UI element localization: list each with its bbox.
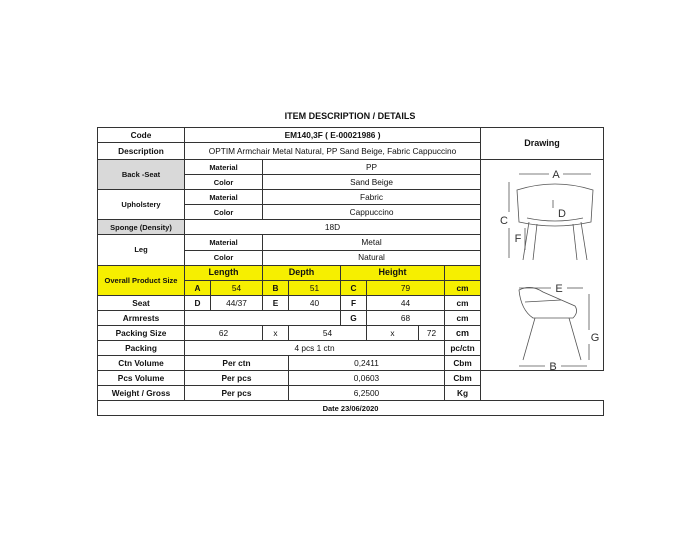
backseat-label: Back -Seat: [98, 160, 185, 190]
drawing-area: [481, 160, 604, 371]
upholstery-color-value: Cappuccino: [263, 205, 481, 220]
armrests-unit: cm: [445, 311, 481, 326]
chair-front-leg-2: [533, 224, 537, 260]
chair-front-leg-1: [523, 222, 529, 260]
length-header: Length: [185, 265, 263, 280]
leg-material-label: Material: [185, 235, 263, 250]
backseat-color-value: Sand Beige: [263, 175, 481, 190]
seat-e-value: 40: [289, 296, 341, 311]
sponge-value: 18D: [185, 220, 481, 235]
drawing-letter-g: G: [590, 332, 600, 344]
ctn-volume-sub: Per ctn: [185, 356, 289, 371]
height-header: Height: [341, 265, 445, 280]
packing-size-x1: x: [263, 326, 289, 341]
sponge-label: Sponge (Density): [98, 220, 185, 235]
pcs-volume-sub: Per pcs: [185, 371, 289, 386]
upholstery-material-label: Material: [185, 190, 263, 205]
drawing-letter-e: E: [555, 283, 563, 295]
depth-header: Depth: [263, 265, 341, 280]
seat-d-letter: D: [185, 296, 211, 311]
backseat-material-value: PP: [263, 160, 481, 175]
overall-unit: cm: [445, 281, 481, 296]
description-label: Description: [98, 143, 185, 160]
overall-a-value: 54: [211, 281, 263, 296]
chair-side-leg-front: [569, 318, 581, 360]
packing-size-unit: cm: [445, 326, 481, 341]
drawing-letter-c: C: [500, 215, 509, 227]
packing-size-x2: x: [367, 326, 419, 341]
drawing-letter-a: A: [552, 169, 560, 181]
leg-color-value: Natural: [263, 250, 481, 265]
weight-unit: Kg: [445, 386, 481, 401]
seat-label: Seat: [98, 296, 185, 311]
armrests-g-value: 68: [367, 311, 445, 326]
row-date: [98, 401, 604, 416]
spec-table: [97, 127, 604, 416]
upholstery-label: Upholstery: [98, 190, 185, 220]
ctn-volume-value: 0,2411: [289, 356, 445, 371]
leg-material-value: Metal: [263, 235, 481, 250]
document-title: ITEM DESCRIPTION / DETAILS: [284, 111, 416, 121]
weight-value: 6,2500: [289, 386, 445, 401]
upholstery-material-value: Fabric: [263, 190, 481, 205]
chair-front-leg-4: [581, 222, 587, 260]
overall-c-letter: C: [341, 281, 367, 296]
row-weight: [98, 386, 604, 401]
leg-label: Leg: [98, 235, 185, 265]
packing-size-length: 62: [185, 326, 263, 341]
chair-side-leg-back: [523, 318, 535, 360]
leg-color-label: Color: [185, 250, 263, 265]
pcs-volume-label: Pcs Volume: [98, 371, 185, 386]
code-label: Code: [98, 128, 185, 143]
overall-header-blank: [445, 265, 481, 280]
chair-front-seat: [527, 218, 583, 221]
pcs-volume-unit: Cbm: [445, 371, 481, 386]
backseat-material-label: Material: [185, 160, 263, 175]
chair-front-shell: [517, 184, 593, 226]
armrests-blank: [185, 311, 341, 326]
armrests-label: Armrests: [98, 311, 185, 326]
overall-b-letter: B: [263, 281, 289, 296]
description-value: OPTIM Armchair Metal Natural, PP Sand Beige, Fabric Cappuccino: [185, 143, 481, 160]
chair-side-arm: [525, 300, 561, 302]
upholstery-color-label: Color: [185, 205, 263, 220]
drawing-letter-b: B: [549, 361, 557, 370]
packing-size-label: Packing Size: [98, 326, 185, 341]
chair-side-shell: [519, 287, 577, 318]
packing-size-height: 72: [419, 326, 445, 341]
chair-drawing: [483, 160, 604, 370]
drawing-letter-f: F: [514, 233, 522, 245]
row-code: [98, 128, 604, 143]
pcs-volume-value: 0,0603: [289, 371, 445, 386]
seat-e-letter: E: [263, 296, 289, 311]
overall-a-letter: A: [185, 281, 211, 296]
weight-sub: Per pcs: [185, 386, 289, 401]
seat-unit: cm: [445, 296, 481, 311]
packing-unit: pc/ctn: [445, 341, 481, 356]
packing-value: 4 pcs 1 ctn: [185, 341, 445, 356]
ctn-volume-unit: Cbm: [445, 356, 481, 371]
packing-label: Packing: [98, 341, 185, 356]
code-value: EM140,3F ( E-00021986 ): [185, 128, 481, 143]
overall-c-value: 79: [367, 281, 445, 296]
backseat-color-label: Color: [185, 175, 263, 190]
date-footer: Date 23/06/2020: [98, 401, 604, 416]
overall-label: Overall Product Size: [98, 265, 185, 295]
ctn-volume-label: Ctn Volume: [98, 356, 185, 371]
row-pcs-volume: [98, 371, 604, 386]
drawing-header: Drawing: [481, 128, 604, 160]
overall-b-value: 51: [289, 281, 341, 296]
row-backseat-material: [98, 160, 604, 175]
packing-size-width: 54: [289, 326, 367, 341]
armrests-g-letter: G: [341, 311, 367, 326]
seat-f-value: 44: [367, 296, 445, 311]
weight-label: Weight / Gross: [98, 386, 185, 401]
chair-front-leg-3: [573, 224, 577, 260]
drawing-letter-d: D: [558, 208, 567, 220]
seat-f-letter: F: [341, 296, 367, 311]
seat-d-value: 44/37: [211, 296, 263, 311]
